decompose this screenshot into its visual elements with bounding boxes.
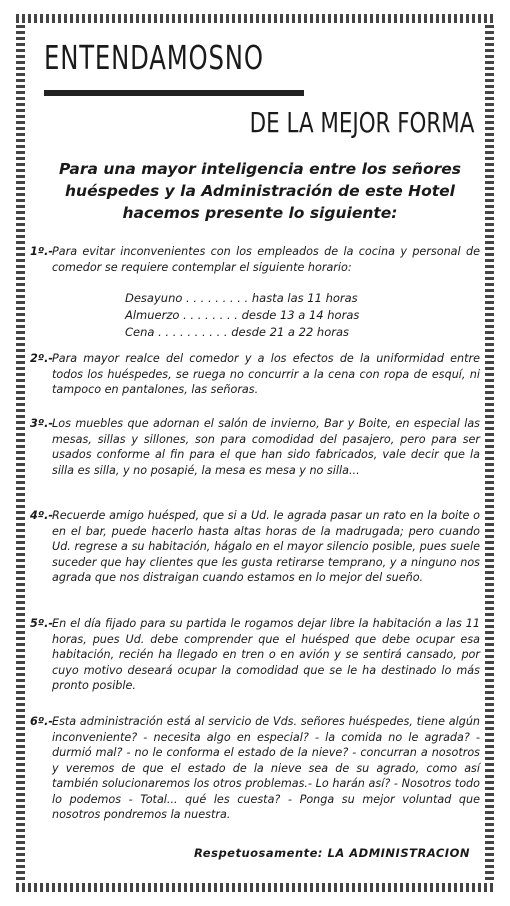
- item-text: Los muebles que adornan el salón de invierno, Bar y Boite, en especial las mesas, sillas y sillones, son para comodidad del pasajero, pero para ser usados conforme al fin para el que han sido fabricados, vale decir que la silla es silla, y no posapié, la mesa es mesa y no silla...: [52, 417, 480, 477]
- signature: Respetuosamente: LA ADMINISTRACION: [194, 846, 470, 860]
- item-text: Para mayor realce del comedor y a los efectos de la uniformidad entre todos los huéspedes, se ruega no concurrir a la cena con ropa de esquí, ni tampoco en pantalones, las señoras.: [52, 352, 480, 396]
- meal-time: desde 13 a 14 horas: [241, 308, 360, 322]
- item-6: [30, 714, 480, 823]
- intro-paragraph: Para una mayor inteligencia entre los señores huéspedes y la Administración de este Hotel hacemos presente lo siguiente:: [59, 160, 461, 222]
- item-number: 2º.-: [30, 352, 53, 365]
- title-line-1: ENTENDAMOSNO: [44, 38, 264, 77]
- meal-name: Almuerzo: [125, 308, 180, 322]
- meal-time: hasta las 11 horas: [251, 291, 358, 305]
- item-1: [30, 244, 480, 275]
- item-number: 3º.-: [30, 417, 53, 430]
- item-text: Esta administración está al servicio de Vds. señores huéspedes, tiene algún inconveniente? - necesita algo en especial? - la comida no le agrada? - durmió mal? - no le conforma el estado de la nieve? - concurran a nosotros y veremos de que el estado de la nieve sea de su agrado, como así también solucionaremos los otros problemas.- Lo harán así? - Nosotros todo lo podemos - Total... qué les cuesta? - Ponga su mejor voluntad que nosotros pondremos la nuestra.: [52, 715, 480, 821]
- title-underline: [44, 90, 304, 96]
- item-2: [30, 351, 480, 398]
- title-line-2: DE LA MEJOR FORMA: [249, 106, 474, 139]
- item-3: [30, 416, 480, 478]
- meal-schedule: [125, 290, 359, 341]
- item-number: 4º.-: [30, 509, 53, 522]
- item-number: 1º.-: [30, 245, 53, 258]
- item-text: En el día fijado para su partida le rogamos dejar libre la habitación a las 11 horas, pues Ud. debe comprender que el huésped que debe ocupar esa habitación, recién ha llegado en tren o en avión y se sentirá cansado, por cuyo motivo deseará ocupar la comodidad que se le ha destinado lo más pronto posible.: [52, 617, 480, 692]
- schedule-row: Cena . . . . . . . . . . desde 21 a 22 horas: [125, 325, 350, 339]
- notice: [30, 26, 480, 878]
- meal-name: Desayuno: [125, 291, 183, 305]
- item-text: Para evitar inconvenientes con los empleados de la cocina y personal de comedor se requiere contemplar el siguiente horario:: [52, 245, 480, 274]
- item-5: [30, 616, 480, 694]
- meal-name: Cena: [125, 325, 155, 339]
- item-number: 5º.-: [30, 617, 53, 630]
- item-text: Recuerde amigo huésped, que si a Ud. le agrada pasar un rato en la boite o en el bar, puede hacerlo hasta altas horas de la madrugada; pero cuando Ud. regrese a su habitación, hágalo en el mayor silencio posible, pues suele suceder que hay clientes que les gusta retirarse temprano, y a ninguno nos agrada que nos distraigan cuando estamos en lo mejor del sueño.: [52, 509, 480, 584]
- item-number: 6º.-: [30, 715, 53, 728]
- meal-time: desde 21 a 22 horas: [231, 325, 350, 339]
- item-4: [30, 508, 480, 586]
- schedule-row: Desayuno . . . . . . . . . hasta las 11 horas: [125, 291, 358, 305]
- schedule-row: Almuerzo . . . . . . . . desde 13 a 14 horas: [125, 308, 360, 322]
